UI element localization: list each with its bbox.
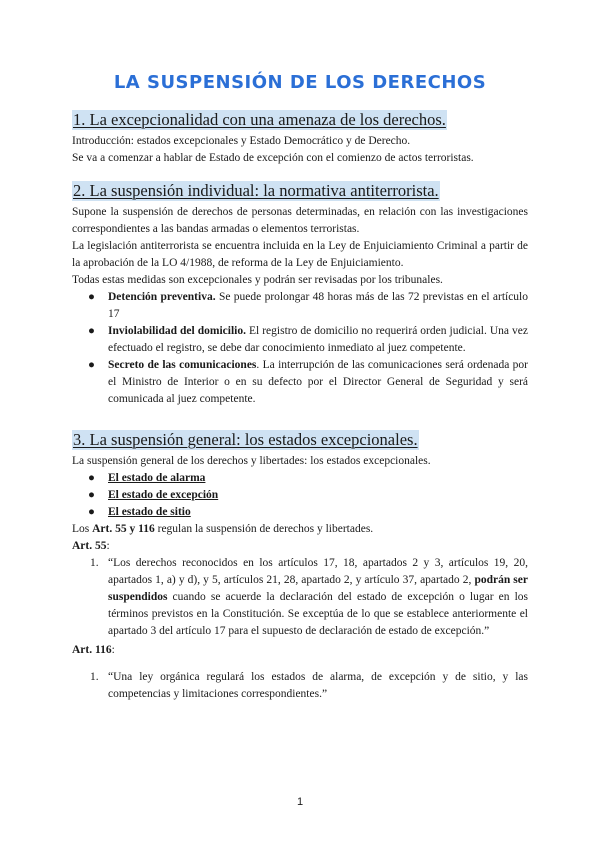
art55-label bbox=[72, 538, 528, 555]
bullet-icon: ● bbox=[88, 291, 95, 303]
list-item bbox=[72, 289, 528, 323]
art55-text-pre: “Los derechos reconocidos en los artículos 17, 18, apartados 2 y 3, artículos 19, 20, apartados 1, a) y d), y 5, artículos 21, 28, apartado 2, y artículo 37, apartado 2, bbox=[108, 557, 528, 586]
section-1-paragraph-2: Se va a comenzar a hablar de Estado de excepción con el comienzo de actos terroristas. bbox=[72, 152, 474, 164]
section-2-paragraph-1: Supone la suspensión de derechos de personas determinadas, en relación con las investigaciones correspondientes a las bandas armadas o elementos terroristas. bbox=[72, 206, 528, 235]
list-item bbox=[72, 357, 528, 408]
section-3-paragraph-1: La suspensión general de los derechos y libertades: los estados excepcionales. bbox=[72, 455, 431, 467]
section-3-heading: 3. La suspensión general: los estados excepcionales. bbox=[73, 430, 418, 449]
art55-label-text: Art. 55 bbox=[72, 540, 107, 552]
articles-intro-bold: Art. 55 y 116 bbox=[92, 523, 155, 535]
section-2-paragraph-3: Todas estas medidas son excepcionales y podrán ser revisadas por los tribunales. bbox=[72, 274, 443, 286]
art116-label bbox=[72, 642, 528, 659]
list-number: 1. bbox=[90, 671, 99, 683]
bullet-icon: ● bbox=[88, 472, 95, 484]
art116-label-text: Art. 116 bbox=[72, 644, 112, 656]
section-2-heading: 2. La suspensión individual: la normativa antiterrorista. bbox=[73, 181, 439, 200]
page-title: LA SUSPENSIÓN DE LOS DERECHOS bbox=[113, 72, 487, 93]
bullet-term: Detención preventiva. bbox=[108, 291, 216, 303]
list-number: 1. bbox=[90, 557, 99, 569]
bullet-icon: ● bbox=[88, 489, 95, 501]
bullet-term: El estado de alarma bbox=[108, 472, 206, 484]
bullet-term: Inviolabilidad del domicilio. bbox=[108, 325, 246, 337]
bullet-text: Se puede prolongar 48 horas más de las 72 previstas en el artículo 17 bbox=[108, 291, 529, 320]
bullet-text: . La interrupción de las comunicaciones será ordenada por el Ministro de Interior o en su defecto por el Director General de Seguridad y será comunicada al juez competente. bbox=[108, 359, 529, 405]
section-2-paragraph-2: La legislación antiterrorista se encuentra incluida en la Ley de Enjuiciamiento Criminal a partir de la aprobación de la LO 4/1988, de reforma de la Ley de Enjuiciamiento. bbox=[72, 240, 528, 269]
list-item bbox=[72, 487, 528, 504]
page-number: 1 bbox=[296, 796, 304, 808]
section-1 bbox=[72, 110, 528, 167]
section-2 bbox=[72, 181, 528, 408]
art55-text-post: cuando se acuerde la declaración del estado de excepción o lugar en los términos previstos en la Constitución. Se exceptúa de lo que se establece anteriormente el apartado 3 del artículo 17 para el supuesto de declaración de estado de excepción.” bbox=[108, 591, 528, 637]
art116-colon: : bbox=[111, 644, 115, 656]
articles-intro-pre: Los bbox=[72, 523, 93, 535]
art55-item bbox=[72, 555, 528, 640]
section-3 bbox=[72, 430, 528, 703]
list-item bbox=[72, 504, 528, 521]
list-item bbox=[72, 470, 528, 487]
bullet-term: El estado de excepción bbox=[108, 489, 219, 501]
articles-intro bbox=[72, 521, 528, 538]
art55-text-bold: podrán ser suspendidos bbox=[108, 574, 528, 603]
art55-colon: : bbox=[106, 540, 110, 552]
bullet-term: El estado de sitio bbox=[108, 506, 191, 518]
section-1-heading: 1. La excepcionalidad con una amenaza de los derechos. bbox=[73, 110, 446, 129]
bullet-term: Secreto de las comunicaciones bbox=[108, 359, 257, 371]
section-1-paragraph-1: Introducción: estados excepcionales y Estado Democrático y de Derecho. bbox=[72, 135, 411, 147]
bullet-icon: ● bbox=[88, 325, 95, 337]
bullet-text: El registro de domicilio no requerirá orden judicial. Una vez efectuado el registro, se debe dar conocimiento inmediato al juez competente. bbox=[108, 325, 528, 354]
art116-text: “Una ley orgánica regulará los estados de alarma, de excepción y de sitio, y las competencias y limitaciones correspondientes.” bbox=[108, 671, 528, 700]
list-item bbox=[72, 323, 528, 357]
bullet-icon: ● bbox=[88, 506, 95, 518]
articles-intro-post: regulan la suspensión de derechos y libertades. bbox=[154, 523, 374, 535]
art116-item bbox=[72, 669, 528, 703]
bullet-icon: ● bbox=[88, 359, 95, 371]
